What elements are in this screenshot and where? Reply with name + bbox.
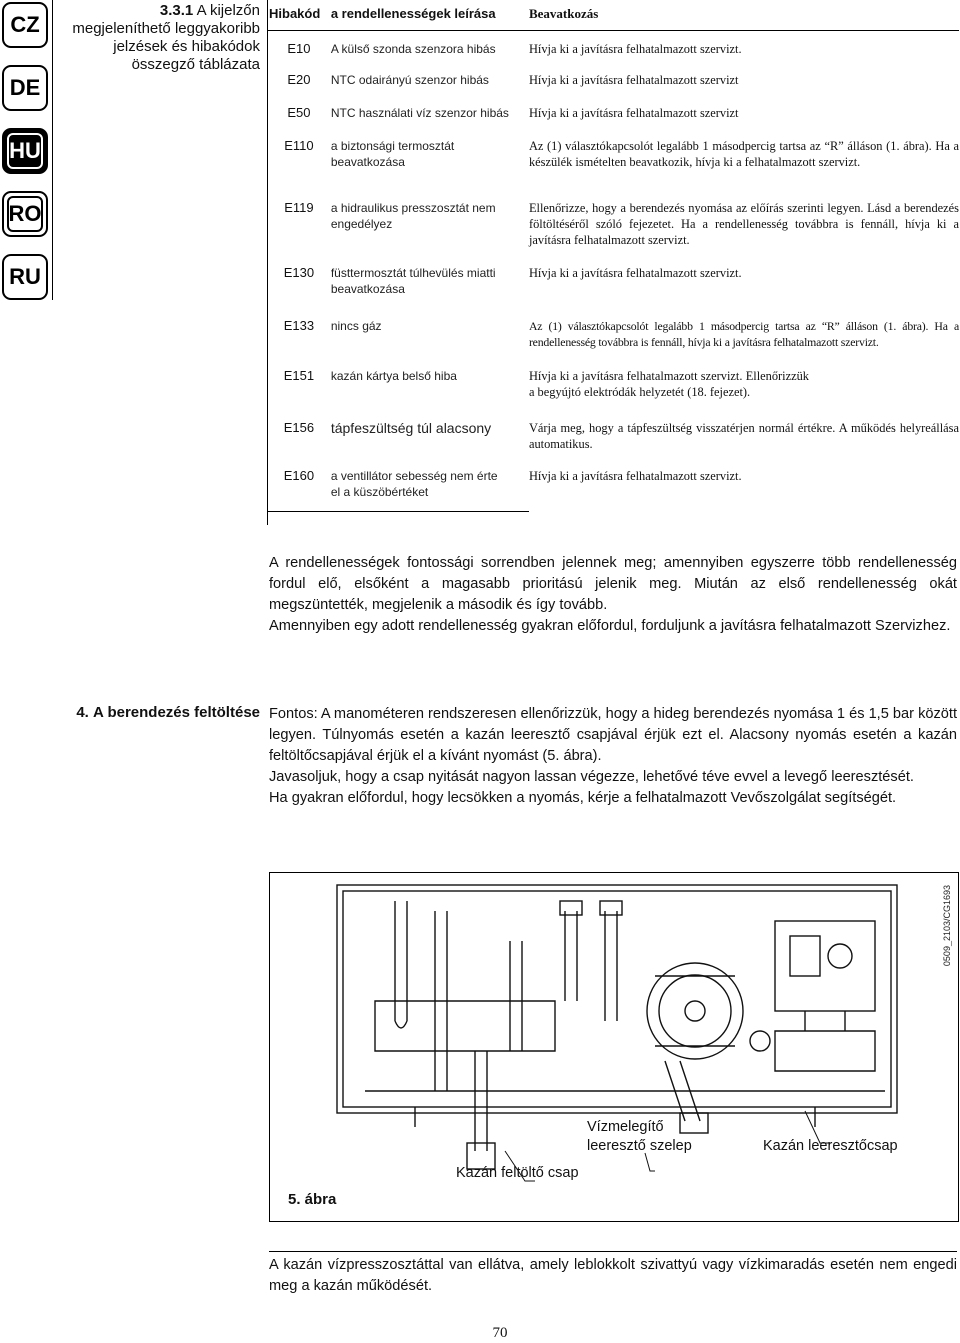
row-description: NTC használati víz szenzor hibás — [330, 106, 509, 120]
lang-tab-hu[interactable] — [2, 128, 48, 174]
figure-5 — [269, 872, 959, 1222]
lang-tab-label: HU — [9, 138, 41, 163]
row-description: nincs gáz — [330, 319, 382, 333]
tab-divider-line — [52, 0, 53, 300]
row-description: NTC odairányú szenzor hibás — [330, 73, 489, 87]
row-code: E110 — [284, 138, 314, 153]
row-action: Az (1) választókapcsolót legalább 1 másodpercig tartsa az “R” álláson (1. ábra). Ha a készülék ismételten beavatkozik, hívja ki a felhatalmazott szervizt. — [528, 139, 959, 169]
error-code-table — [267, 0, 959, 512]
row-action: Várja meg, hogy a tápfeszültség visszatérjen normál értékre. A működés helyreállása automatikus. — [528, 421, 959, 451]
open-slowly-text: Javasoljuk, hogy a csap nyitását nagyon lassan végezze, lehetővé téve evvel a levegő leeresztését. — [269, 769, 914, 785]
pressure-drop-text: Ha gyakran előfordul, hogy lecsökken a nyomás, kérje a felhatalmazott Vevőszolgálat segítségét. — [269, 790, 897, 806]
row-description: a ventillátor sebesség nem érte el a küszöbértéket — [331, 465, 529, 511]
figure-number: 5. ábra — [288, 1191, 337, 1208]
row-description: tápfeszültség túl alacsony — [330, 420, 492, 436]
row-description: a biztonsági termosztát beavatkozása — [330, 139, 455, 169]
row-action: Hívja ki a javításra felhatalmazott szervizt. — [528, 266, 742, 280]
row-description: kazán kártya belső hiba — [330, 369, 457, 383]
lang-tab-de[interactable] — [2, 65, 48, 111]
row-action: Hívja ki a javításra felhatalmazott szervizt — [528, 73, 739, 87]
table-row — [267, 262, 959, 314]
lang-tab-label: RO — [8, 201, 42, 226]
row-code: E50 — [287, 105, 311, 120]
header-description: a rendellenességek leírása — [331, 0, 529, 30]
label-boiler-drain: Kazán leeresztőcsap — [763, 1138, 898, 1154]
table-row — [267, 417, 959, 465]
row-code: E160 — [267, 465, 331, 511]
priority-paragraph — [269, 553, 957, 637]
header-action: Beavatkozás — [529, 0, 959, 30]
row-action: Hívja ki a javításra felhatalmazott szervizt. — [528, 41, 742, 56]
row-action: Ellenőrizze, hogy a berendezés nyomása az előírás szerinti legyen. Lásd a berendezés föltöltéséről szóló fejezetet. Ha a rendellenesség továbbra is fennáll, hívja ki a javításra felhatalmazott szervizt. — [528, 201, 959, 247]
section-4-body — [269, 704, 957, 809]
label-drain-valve-line2: leeresztő szelep — [587, 1138, 692, 1154]
row-description: A külső szonda szenzora hibás — [330, 41, 496, 56]
section-number: 3.3.1 — [159, 2, 194, 19]
table-header-underline — [267, 30, 338, 31]
section-title-text: A berendezés feltöltése — [93, 704, 260, 721]
lang-tab-ru[interactable] — [2, 254, 48, 300]
lang-tab-label: RU — [9, 264, 41, 289]
row-code: E130 — [283, 265, 315, 280]
table-row — [267, 63, 959, 96]
lang-tab-label: CZ — [10, 12, 40, 37]
row-code: E156 — [283, 420, 315, 435]
row-code: E119 — [284, 200, 314, 215]
row-action: Hívja ki a javításra felhatalmazott szervizt. Ellenőrizzük a begyújtó elektródák helyzetét (18. fejezet). — [528, 369, 809, 399]
priority-text-1: A rendellenességek fontossági sorrendben jelennek meg; amennyiben egyszerre több rendellenesség fordul elő, elsőként a magasabb prioritású jelenik meg. Miután az első rendellenesség okát megszüntették, megjelenik a második és így tovább. — [269, 555, 957, 613]
section-4-title — [60, 704, 260, 721]
table-left-border — [267, 0, 268, 525]
header-code: Hibakód — [267, 0, 331, 30]
section-number: 4. — [76, 704, 89, 721]
table-header-row — [267, 0, 959, 30]
row-code: E20 — [287, 72, 311, 87]
table-row — [267, 465, 959, 511]
lang-tab-cz[interactable] — [2, 2, 48, 48]
row-description: a hidraulikus presszosztát nem engedélyez — [330, 201, 496, 231]
row-code: E10 — [287, 40, 311, 56]
fill-instructions: Fontos: A manométeren rendszeresen ellenőrizzük, hogy a hideg berendezés nyomása 1 és 1,5 bar között legyen. Túlnyomás esetén a kazán leeresztő csapjával érjük ezt el. Alacsony nyomás esetén a kazán feltöltőcsapjával érjük el a kívánt nyomást (5. ábra). — [269, 706, 957, 764]
row-action: Az (1) választókapcsolót legalább 1 másodpercig tartsa az “R” álláson (1. ábra). Ha a rendellenesség továbbra is fennáll, hívja ki a javításra felhatalmazott szervizt. — [528, 319, 959, 349]
figure-code: 0509_2103/CG1693 — [942, 885, 952, 967]
page-number: 70 — [492, 1325, 508, 1341]
table-row — [267, 30, 959, 63]
table-row — [267, 366, 959, 417]
lang-tab-ro[interactable] — [2, 191, 48, 237]
row-action: Hívja ki a javításra felhatalmazott szervizt. — [528, 469, 742, 483]
table-row — [267, 314, 959, 366]
lang-tab-label: DE — [9, 75, 41, 100]
row-description: füsttermosztát túlhevülés miatti beavatkozása — [330, 266, 496, 296]
row-code: E151 — [283, 368, 315, 383]
row-code: E133 — [283, 318, 315, 333]
table-row — [267, 96, 959, 129]
table-row — [267, 195, 959, 262]
label-drain-valve-line1: Vízmelegítő — [587, 1119, 664, 1135]
pressure-switch-note: A kazán vízpresszosztáttal van ellátva, amely leblokkolt szivattyú vagy vízkimaradás esetén nem engedi meg a kazán működését. — [269, 1251, 957, 1297]
priority-text-2: Amennyiben egy adott rendellenesség gyakran előfordul, forduljunk a javításra felhatalmazott Szervizhez. — [269, 618, 951, 634]
row-action: Hívja ki a javításra felhatalmazott szervizt — [528, 106, 739, 120]
section-title-text: A kijelzőn megjeleníthető leggyakoribb jelzések és hibakódok összegző táblázata — [72, 2, 260, 73]
label-fill-valve: Kazán feltöltő csap — [456, 1165, 579, 1181]
section-331-title — [60, 2, 260, 74]
table-row — [267, 129, 959, 195]
